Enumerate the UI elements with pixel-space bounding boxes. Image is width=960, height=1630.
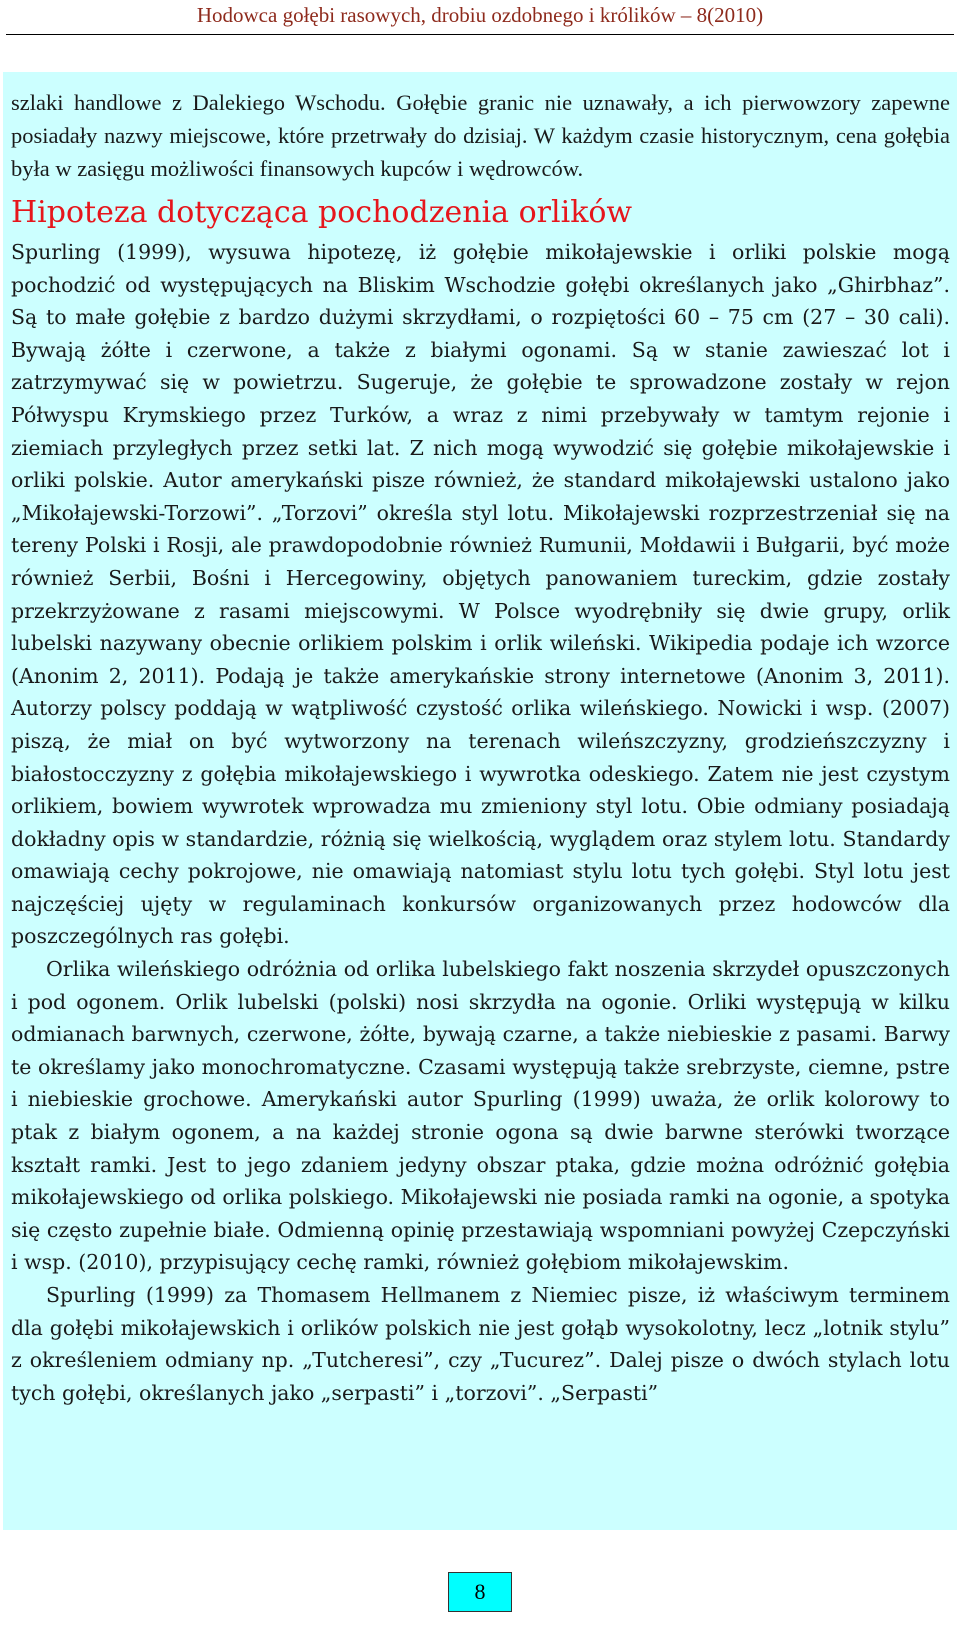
intro-paragraph: szlaki handlowe z Dalekiego Wschodu. Gołębie granic nie uznawały, a ich pierwowzory zapewne posiadały nazwy miejscowe, które przetrwały do dzisiaj. W każdym czasie historycznym, cena gołębia była w zasięgu możliwości finansowych kupców i wędrowców. <box>11 90 950 181</box>
running-header: Hodowca gołębi rasowych, drobiu ozdobnego i królików – 8(2010) <box>196 3 764 27</box>
body-paragraph-1: Spurling (1999), wysuwa hipotezę, iż gołębie mikołajewskie i orliki polskie mogą pochodzić od występujących na Bliskim Wschodzie gołębi określanych jako „Ghirbhaz”. Są to małe gołębie z bardzo dużymi skrzydłami, o rozpiętości 60 – 75 cm (27 – 30 cali). Bywają żółte i czerwone, a także z białymi ogonami. Są w stanie zawieszać lot i zatrzymywać się w powietrzu. Sugeruje, że gołębie te sprowadzone zostały w rejon Półwyspu Krymskiego przez Turków, a wraz z nimi przebywały w tamtym rejonie i ziemiach przyległych przez setki lat. Z nich mogą wywodzić się gołębie mikołajewskie i orliki polskie. Autor amerykański pisze również, że standard mikołajewski ustalono jako „Mikołajewski-Torzowi”. „Torzovi” określa styl lotu. Mikołajewski rozprzestrzeniał się na tereny Polski i Rosji, ale prawdopodobnie również Rumunii, Mołdawii i Bułgarii, być może również Serbii, Bośni i Hercegowiny, objętych panowaniem tureckim, gdzie zostały przekrzyżowane z rasami miejscowymi. W Polsce wyodrębniły się dwie grupy, orlik lubelski nazywany obecnie orlikiem polskim i orlik wileński. Wikipedia podaje ich wzorce (Anonim 2, 2011). Podają je także amerykańskie strony internetowe (Anonim 3, 2011). Autorzy polscy poddają w wątpliwość czystość orlika wileńskiego. Nowicki i wsp. (2007) piszą, że miał on być wytworzony na terenach wileńszczyzny, grodzieńszczyzny i białostocczyzny z gołębia mikołajewskiego i wywrotka odeskiego. Zatem nie jest czystym orlikiem, bowiem wywrotek wprowadza mu zmieniony styl lotu. Obie odmiany posiadają dokładny opis w standardzie, różnią się wielkością, wyglądem oraz stylem lotu. Standardy omawiają cechy pokrojowe, nie omawiają natomiast stylu lotu tych gołębi. Styl lotu jest najczęściej ujęty w regulaminach konkursów organizowanych przez hodowców dla poszczególnych ras gołębi. <box>11 240 950 949</box>
body-paragraph-3: Spurling (1999) za Thomasem Hellmanem z Niemiec pisze, iż właściwym terminem dla gołębi mikołajewskich i orlików polskich nie jest gołąb wysokolotny, lecz „lotnik stylu” z określeniem odmiany np. „Tutcheresi”, czy „Tucurez”. Dalej pisze o dwóch stylach lotu tych gołębi, określanych jako „serpasti” i „torzovi”. „Serpasti” <box>11 1283 950 1405</box>
page-number: 8 <box>448 1572 512 1612</box>
header-rule <box>6 34 954 35</box>
article-body <box>3 72 957 1530</box>
body-paragraph-2: Orlika wileńskiego odróżnia od orlika lubelskiego fakt noszenia skrzydeł opuszczonych i pod ogonem. Orlik lubelski (polski) nosi skrzydła na ogonie. Orliki występują w kilku odmianach barwnych, czerwone, żółte, bywają czarne, a także niebieskie z pasami. Barwy te określamy jako monochromatyczne. Czasami występują także srebrzyste, ciemne, pstre i niebieskie grochowe. Amerykański autor Spurling (1999) uważa, że orlik kolorowy to ptak z białym ogonem, a na każdej stronie ogona są dwie barwne sterówki tworzące kształt ramki. Jest to jego zdaniem jedyny obszar ptaka, gdzie można odróżnić gołębia mikołajewskiego od orlika polskiego. Mikołajewski nie posiada ramki na ogonie, a spotyka się często zupełnie białe. Odmienną opinię przestawiają wspomniani powyżej Czepczyński i wsp. (2010), przypisujący cechę ramki, również gołębiom mikołajewskim. <box>11 957 950 1275</box>
section-heading: Hipoteza dotycząca pochodzenia orlików <box>11 195 633 230</box>
